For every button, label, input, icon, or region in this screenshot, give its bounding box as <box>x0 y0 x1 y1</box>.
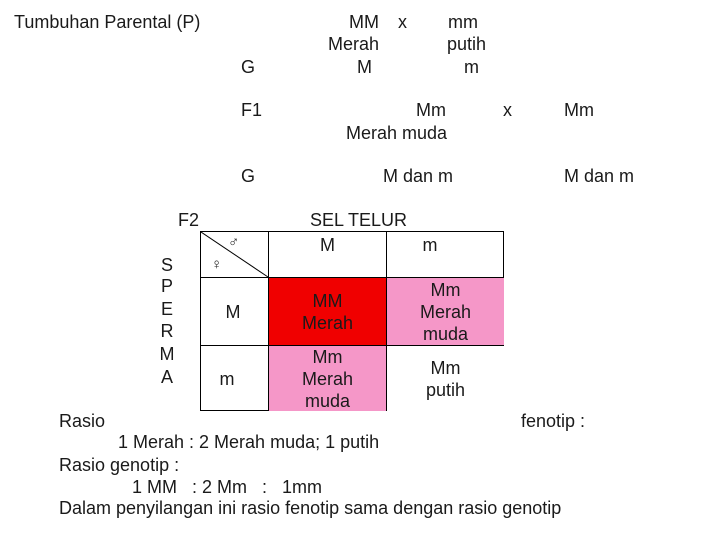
genotip-values: 1 MM : 2 Mm : 1mm <box>132 477 323 497</box>
f1-left-gametes: M dan m <box>383 166 454 186</box>
f2-label: F2 <box>178 210 200 230</box>
female-symbol-icon: ♀ <box>211 256 223 273</box>
genotip-label: Rasio genotip : <box>59 455 180 475</box>
cross-symbol: x <box>398 12 407 32</box>
col-header-m: m <box>422 235 438 255</box>
conclusion-text: Dalam penyilangan ini rasio fenotip sama dengan rasio genotip <box>59 498 562 518</box>
male-symbol-icon: ♂ <box>228 234 240 251</box>
fenotip-label: fenotip : <box>521 411 586 431</box>
fenotip-values: 1 Merah : 2 Merah muda; 1 putih <box>118 432 380 452</box>
p1-genotype: MM <box>349 12 379 32</box>
g-label: G <box>241 57 256 77</box>
cell-MM: MM Merah <box>269 278 386 345</box>
f1-label: F1 <box>241 100 263 120</box>
p1-phenotype: Merah <box>328 34 380 54</box>
f1-g-label: G <box>241 166 256 186</box>
f1-phenotype: Merah muda <box>346 123 448 143</box>
f1-right-gametes: M dan m <box>564 166 635 186</box>
cell-Mm-bottom-left: Mm Merah muda <box>269 346 386 411</box>
sperma-letter: R <box>160 321 174 341</box>
f1-left-genotype: Mm <box>416 100 446 120</box>
f1-right-genotype: Mm <box>564 100 594 120</box>
cell-Mm-top-right: Mm Merah muda <box>387 278 504 345</box>
sel-telur-label: SEL TELUR <box>310 210 408 230</box>
rasio-label: Rasio <box>59 411 106 431</box>
cell-mm: Mm putih <box>387 346 504 411</box>
p1-gamete: M <box>357 57 372 77</box>
grid-line <box>386 232 387 410</box>
sperma-letter: S <box>160 255 173 275</box>
sperma-letter: A <box>160 367 173 387</box>
sperma-letter: M <box>159 344 175 364</box>
parental-label: Tumbuhan Parental (P) <box>14 12 201 32</box>
p2-genotype: mm <box>448 12 478 32</box>
row-header-m: m <box>219 368 235 389</box>
p2-gamete: m <box>464 57 479 77</box>
f1-cross-symbol: x <box>503 100 512 120</box>
p2-phenotype: putih <box>447 34 487 54</box>
sperma-letter: P <box>160 276 173 296</box>
row-header-M: M <box>225 301 241 322</box>
punnett-square <box>200 231 504 411</box>
sperma-letter: E <box>160 299 173 319</box>
col-header-M: M <box>320 235 335 255</box>
